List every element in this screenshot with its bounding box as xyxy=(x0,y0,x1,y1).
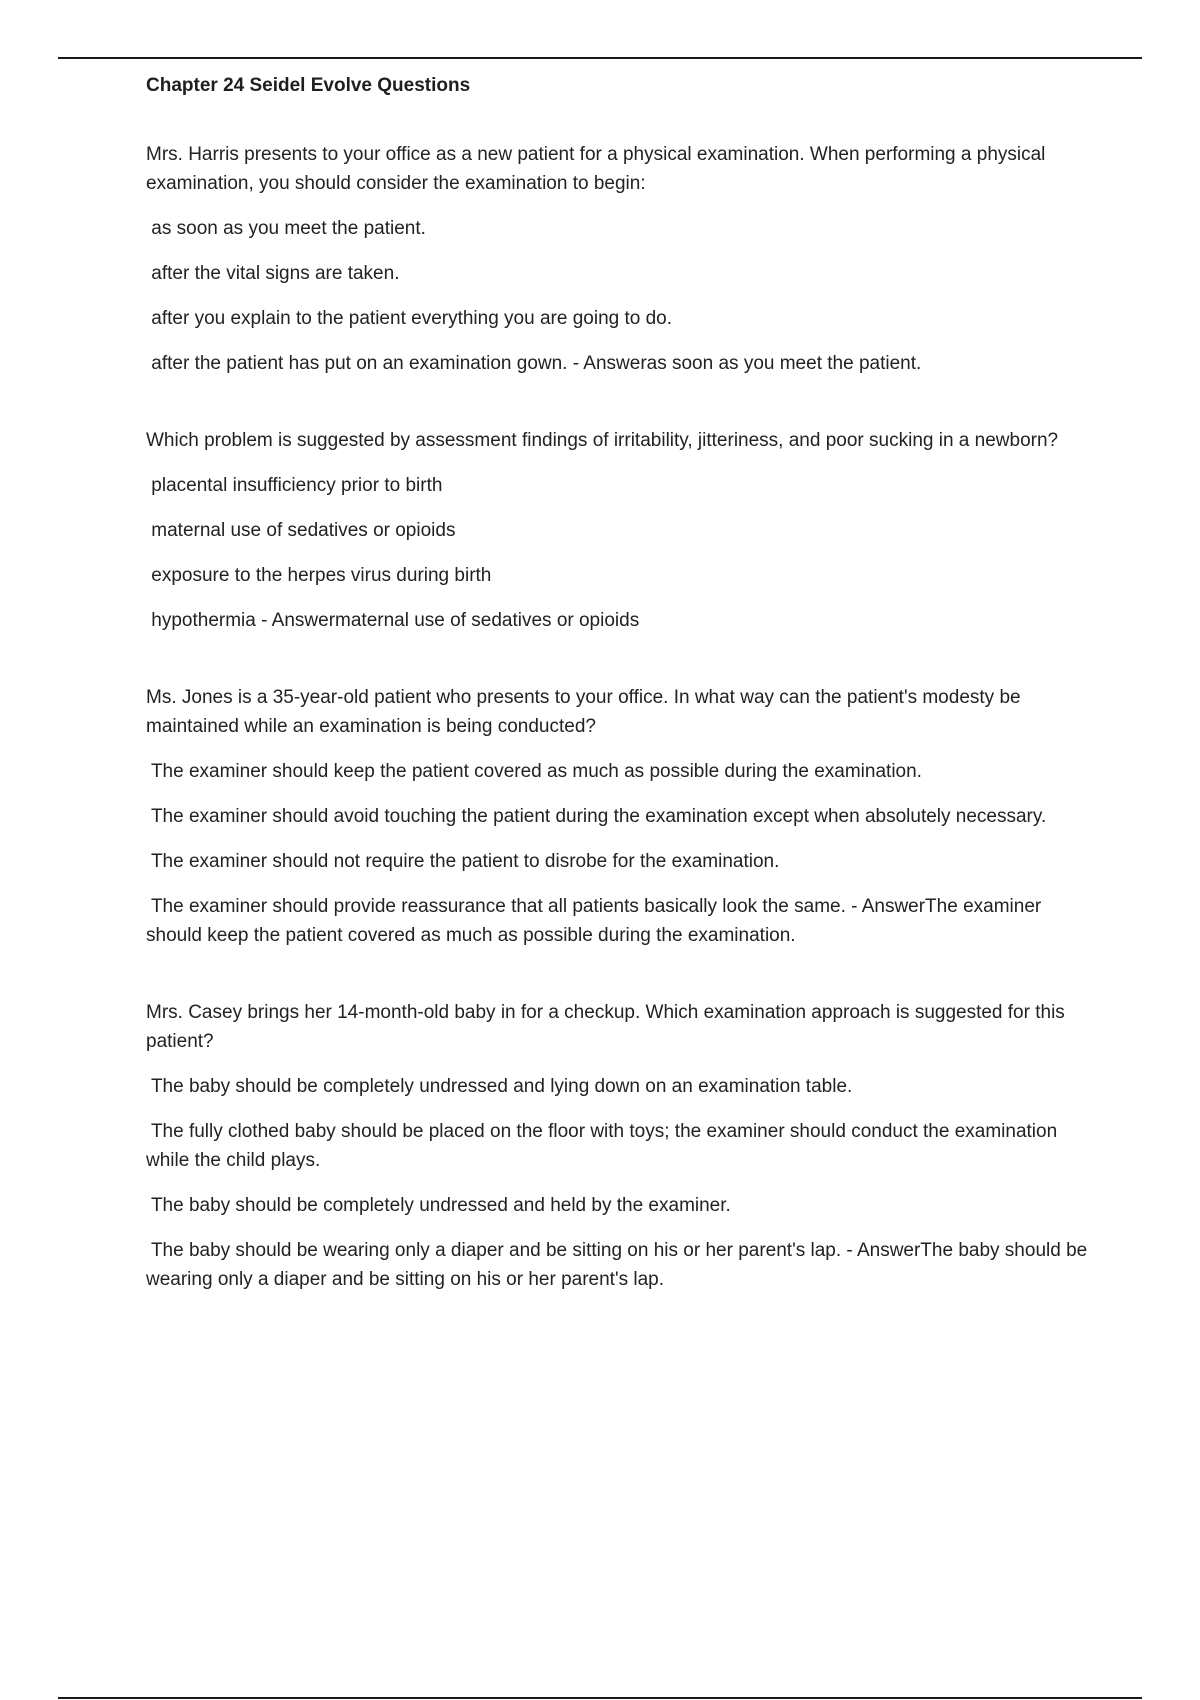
answer-option xyxy=(146,757,1096,786)
option-text: The examiner should avoid touching the patient during the examination except when absolutely necessary. xyxy=(150,806,1047,827)
option-text: after you explain to the patient everything you are going to do. xyxy=(151,308,673,329)
answer-option xyxy=(146,1191,1096,1220)
option-text: after the patient has put on an examination gown. - Answeras soon as you meet the patient. xyxy=(151,353,922,374)
option-text: The examiner should provide reassurance that all patients basically look the same. - AnswerThe examiner should keep the patient covered as much as possible during the examination. xyxy=(146,896,1042,946)
option-text: as soon as you meet the patient. xyxy=(151,218,426,239)
option-text: exposure to the herpes virus during birth xyxy=(151,565,492,586)
answer-option xyxy=(146,802,1096,831)
question-4 xyxy=(146,998,1096,1294)
option-text: The baby should be completely undressed and lying down on an examination table. xyxy=(150,1076,853,1097)
answer-option xyxy=(146,304,1096,333)
question-prompt: Mrs. Casey brings her 14-month-old baby in for a checkup. Which examination approach is suggested for this patient? xyxy=(146,1002,1065,1052)
question-prompt: Mrs. Harris presents to your office as a new patient for a physical examination. When performing a physical examination, you should consider the examination to begin: xyxy=(146,144,1046,194)
option-text: hypothermia - Answermaternal use of sedatives or opioids xyxy=(151,610,640,631)
answer-option xyxy=(146,516,1096,545)
question-prompt: Which problem is suggested by assessment findings of irritability, jitteriness, and poor sucking in a newborn? xyxy=(146,430,1059,451)
answer-option xyxy=(146,471,1096,500)
question-2 xyxy=(146,426,1096,635)
question-1 xyxy=(146,140,1096,378)
answer-option xyxy=(146,1117,1096,1175)
option-text: The fully clothed baby should be placed on the floor with toys; the examiner should conduct the examination while the child plays. xyxy=(146,1121,1058,1171)
answer-option xyxy=(146,349,1096,378)
option-text: after the vital signs are taken. xyxy=(151,263,400,284)
question-3 xyxy=(146,683,1096,950)
answer-option xyxy=(146,1072,1096,1101)
document-title: Chapter 24 Seidel Evolve Questions xyxy=(146,75,471,96)
answer-option xyxy=(146,214,1096,243)
answer-option xyxy=(146,892,1096,950)
answer-option xyxy=(146,1236,1096,1294)
option-text: placental insufficiency prior to birth xyxy=(151,475,443,496)
bottom-rule xyxy=(58,1697,1142,1699)
answer-option xyxy=(146,561,1096,590)
option-text: The examiner should not require the patient to disrobe for the examination. xyxy=(150,851,780,872)
answer-option xyxy=(146,606,1096,635)
document-body xyxy=(146,72,1096,1342)
option-text: The baby should be completely undressed and held by the examiner. xyxy=(150,1195,731,1216)
top-rule xyxy=(58,57,1142,59)
option-text: The baby should be wearing only a diaper and be sitting on his or her parent's lap. - AnswerThe baby should be wearing only a diaper and be sitting on his or her parent's lap. xyxy=(146,1240,1088,1290)
answer-option xyxy=(146,847,1096,876)
question-prompt: Ms. Jones is a 35-year-old patient who presents to your office. In what way can the patient's modesty be maintained while an examination is being conducted? xyxy=(146,687,1021,737)
answer-option xyxy=(146,259,1096,288)
option-text: maternal use of sedatives or opioids xyxy=(151,520,456,541)
option-text: The examiner should keep the patient covered as much as possible during the examination. xyxy=(150,761,922,782)
